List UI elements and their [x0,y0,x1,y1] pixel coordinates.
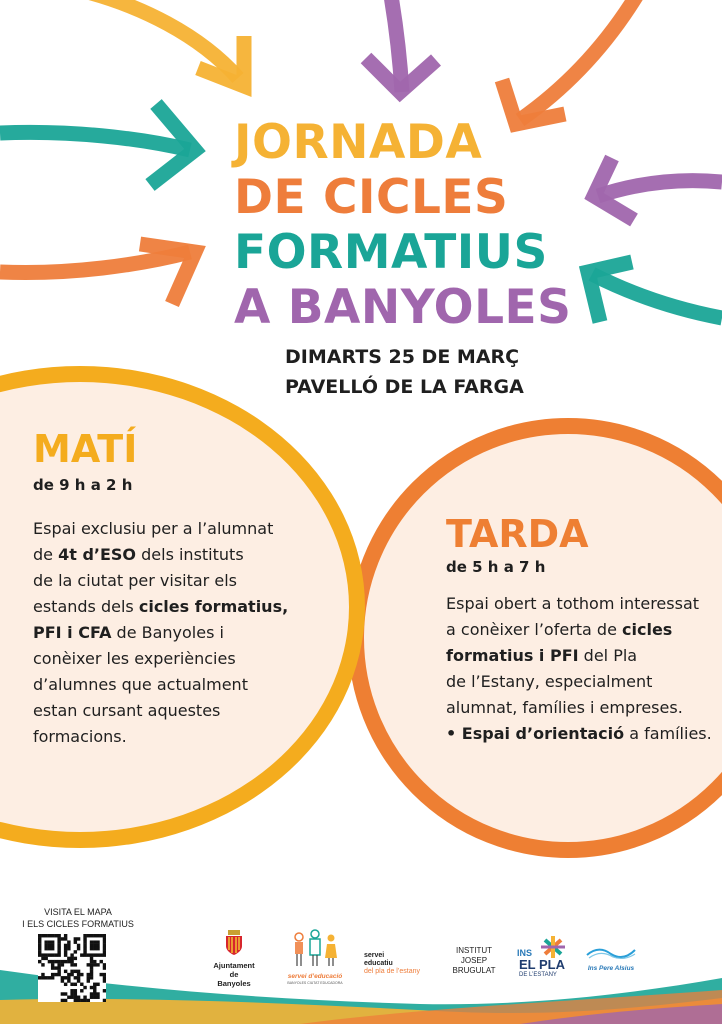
qr-module [74,989,77,992]
qr-module [38,950,41,953]
ins-pere-alsius-logo: Ins Pere Alsius [584,946,638,973]
qr-module [48,976,51,979]
afternoon-text-line: a conèixer l’oferta de cicles [446,620,673,639]
morning-title: MATÍ [33,427,138,471]
qr-module [80,999,83,1002]
qr-module [70,963,73,966]
qr-module [67,979,70,982]
qr-module [64,944,67,947]
servei-educacio-logo: servei d’educació BANYOLES CIUTAT EDUCADORA [286,928,344,986]
qr-module [90,947,93,950]
qr-module [83,986,86,989]
ajuntament-banyoles-logo: Ajuntament de Banyoles [212,930,256,988]
event-venue: PAVELLÓ DE LA FARGA [285,376,524,398]
qr-module [61,979,64,982]
qr-module [54,960,57,963]
qr-module [87,976,90,979]
qr-module [74,963,77,966]
qr-module [90,940,93,943]
qr-module [96,947,99,950]
qr-module [57,966,60,969]
morning-text-line: conèixer les experiències [33,649,236,668]
qr-module [90,963,93,966]
morning-text-line: de la ciutat per visitar els [33,571,237,590]
afternoon-text-line: • Espai d’orientació a famílies. [446,724,712,743]
qr-module [70,989,73,992]
qr-module [96,996,99,999]
qr-module [38,940,41,943]
qr-caption: VISITA EL MAPA I ELS CICLES FORMATIUS [22,907,134,929]
qr-module [93,960,96,963]
qr-module [64,999,67,1002]
qr-module [64,970,67,973]
qr-module [100,960,103,963]
qr-module [57,953,60,956]
qr-module [57,973,60,976]
qr-module [74,970,77,973]
qr-module [64,947,67,950]
qr-module [77,947,80,950]
qr-module [80,989,83,992]
qr-module [77,976,80,979]
qr-module [83,999,86,1002]
qr-module [103,940,106,943]
morning-text-line: estan cursant aquestes [33,701,221,720]
qr-module [44,940,47,943]
morning-text-line: Espai exclusiu per a l’alumnat [33,519,274,538]
qr-module [87,979,90,982]
qr-module [77,999,80,1002]
qr-module [51,953,54,956]
qr-module [100,934,103,937]
qr-module [67,940,70,943]
qr-module [74,999,77,1002]
qr-module [48,960,51,963]
qr-module [38,934,41,937]
afternoon-time: de 5 h a 7 h [446,558,546,576]
qr-module [96,983,99,986]
qr-module [57,947,60,950]
qr-module [74,996,77,999]
qr-module [61,976,64,979]
qr-module [87,999,90,1002]
qr-module [93,947,96,950]
qr-module [51,966,54,969]
qr-module [67,957,70,960]
morning-time: de 9 h a 2 h [33,476,133,494]
afternoon-text-line: alumnat, famílies i empreses. [446,698,683,717]
morning-text-line: formacions. [33,727,127,746]
qr-module [51,960,54,963]
qr-module [103,937,106,940]
qr-module [90,973,93,976]
qr-module [90,934,93,937]
qr-module [57,944,60,947]
qr-module [100,973,103,976]
afternoon-text-line: Espai obert a tothom interessat [446,594,700,613]
morning-text-line: d’alumnes que actualment [33,675,248,694]
qr-module [64,992,67,995]
qr-module [41,934,44,937]
qr-module [44,944,47,947]
qr-module [77,944,80,947]
morning-text-line: estands dels cicles formatius, [33,597,289,616]
qr-module [61,937,64,940]
qr-module [83,953,86,956]
qr-module [70,957,73,960]
qr-module [90,944,93,947]
title-line-2: DE CICLES [234,170,509,225]
qr-module [96,992,99,995]
qr-module [67,960,70,963]
qr-module [103,963,106,966]
qr-module [93,934,96,937]
qr-module [80,953,83,956]
morning-text-line: de 4t d’ESO dels instituts [33,545,244,564]
qr-module [103,979,106,982]
qr-module [83,940,86,943]
qr-module [54,934,57,937]
qr-module [38,960,41,963]
qr-module [103,944,106,947]
qr-module [51,976,54,979]
qr-module [51,947,54,950]
qr-module [103,950,106,953]
qr-module [70,983,73,986]
title-line-1: JORNADA [234,115,483,170]
qr-module [44,953,47,956]
qr-module [54,973,57,976]
qr-module [93,983,96,986]
qr-module [70,996,73,999]
qr-module [77,937,80,940]
qr-module [48,953,51,956]
qr-module [57,963,60,966]
qr-module [93,992,96,995]
qr-module [96,944,99,947]
qr-module [67,947,70,950]
qr-module [70,970,73,973]
qr-module [48,934,51,937]
qr-module [90,957,93,960]
qr-module [51,963,54,966]
qr-module [67,973,70,976]
qr-module [41,963,44,966]
qr-module [83,996,86,999]
qr-module [70,953,73,956]
qr-module [93,963,96,966]
qr-module [64,953,67,956]
institut-josep-brugulat-logo: INSTITUT JOSEP BRUGULAT [452,946,496,975]
qr-module [90,970,93,973]
qr-module [103,999,106,1002]
qr-module [93,953,96,956]
qr-module [90,976,93,979]
qr-module [70,960,73,963]
qr-module [80,973,83,976]
qr-module [74,937,77,940]
qr-module [83,947,86,950]
qr-module [38,944,41,947]
qr-module [87,973,90,976]
qr-module [67,944,70,947]
afternoon-title: TARDA [446,512,589,556]
qr-module [90,953,93,956]
qr-module [51,934,54,937]
qr-module [64,937,67,940]
qr-module [77,970,80,973]
qr-module [64,976,67,979]
people-icon [289,928,341,968]
qr-module [70,973,73,976]
qr-module [83,944,86,947]
qr-module [64,983,67,986]
servei-educatiu-logo: servei educatiu del pla de l’estany [364,952,421,975]
qr-module [80,983,83,986]
qr-module [93,996,96,999]
qr-module [48,944,51,947]
qr-module [38,953,41,956]
qr-module [74,950,77,953]
afternoon-text-line: formatius i PFI del Pla [446,646,638,665]
afternoon-text-line: de l’Estany, especialment [446,672,653,691]
qr-module [48,947,51,950]
qr-module [41,953,44,956]
qr-module [41,973,44,976]
qr-module [77,979,80,982]
qr-module [57,940,60,943]
qr-module [57,934,60,937]
qr-module [90,986,93,989]
qr-module [51,973,54,976]
qr-module [54,953,57,956]
qr-module [57,937,60,940]
qr-module [93,986,96,989]
qr-module [61,992,64,995]
qr-module [64,950,67,953]
qr-module [93,944,96,947]
event-date: DIMARTS 25 DE MARÇ [285,346,520,368]
qr-module [93,989,96,992]
coat-of-arms-icon [224,930,244,956]
qr-module [74,976,77,979]
qr-module [48,940,51,943]
qr-module [96,940,99,943]
qr-module [38,976,41,979]
qr-module [96,934,99,937]
qr-module [54,966,57,969]
qr-module [103,976,106,979]
qr-module [83,934,86,937]
qr-module [41,976,44,979]
qr-module [90,966,93,969]
qr-module [96,963,99,966]
qr-module [77,973,80,976]
qr-module [57,970,60,973]
qr-module [44,947,47,950]
qr-module [61,999,64,1002]
qr-module [93,940,96,943]
qr-module [61,963,64,966]
title-line-4: A BANYOLES [234,280,572,335]
poster: JORNADA DE CICLES FORMATIUS A BANYOLES DIMARTS 25 DE MARÇ PAVELLÓ DE LA FARGA MATÍ de 9 h a 2 h Espai exclusiu per a l’alumnat de 4t d’ESO dels instituts de la ciutat per visitar els estands dels cicles formatius, PFI i CFA de Banyoles i conèixer les experiències d’alumnes que actualment estan cursant aquestes formacions. TARDA de 5 h a 7 h Espai obert a tothom interessat a conèixer l’oferta de cicles formatius i PFI del Pla de l’Estany, especialment alumnat, famílies i empreses. • Espai d’orientació a famílies. VISITA EL MAPA I ELS CICLES FORMATIUS Ajuntament de Banyoles servei d’educació BANYOLES CIUTAT EDUCADORA servei educatiu del pla de l’estany INSTITUT JOSEP BRUGULAT INS EL PLA DE L’ESTANY Ins Pere Alsius [0,0,722,1024]
qr-module [96,953,99,956]
qr-module [38,947,41,950]
qr-module [67,996,70,999]
qr-module [87,934,90,937]
qr-code[interactable] [38,934,106,1002]
qr-module [61,960,64,963]
qr-module [103,947,106,950]
qr-module [74,983,77,986]
qr-module [51,944,54,947]
qr-module [70,992,73,995]
qr-module [51,940,54,943]
qr-module [103,989,106,992]
morning-text-line: PFI i CFA de Banyoles i [33,623,224,642]
qr-module [100,953,103,956]
qr-module [44,976,47,979]
qr-module [67,976,70,979]
qr-module [77,996,80,999]
qr-module [90,996,93,999]
qr-module [103,966,106,969]
qr-module [103,934,106,937]
title-line-3: FORMATIUS [234,225,548,280]
qr-module [38,937,41,940]
qr-module [83,937,86,940]
qr-module [44,957,47,960]
qr-module [74,940,77,943]
qr-module [87,953,90,956]
qr-module [64,960,67,963]
qr-module [64,934,67,937]
wave-icon [585,946,637,960]
qr-module [57,950,60,953]
qr-module [103,953,106,956]
qr-module [57,960,60,963]
qr-module [41,957,44,960]
qr-module [90,960,93,963]
qr-module [74,957,77,960]
qr-module [90,992,93,995]
qr-module [83,950,86,953]
star-burst-icon [541,936,565,958]
qr-module [74,992,77,995]
qr-module [103,973,106,976]
qr-module [44,934,47,937]
qr-module [87,963,90,966]
